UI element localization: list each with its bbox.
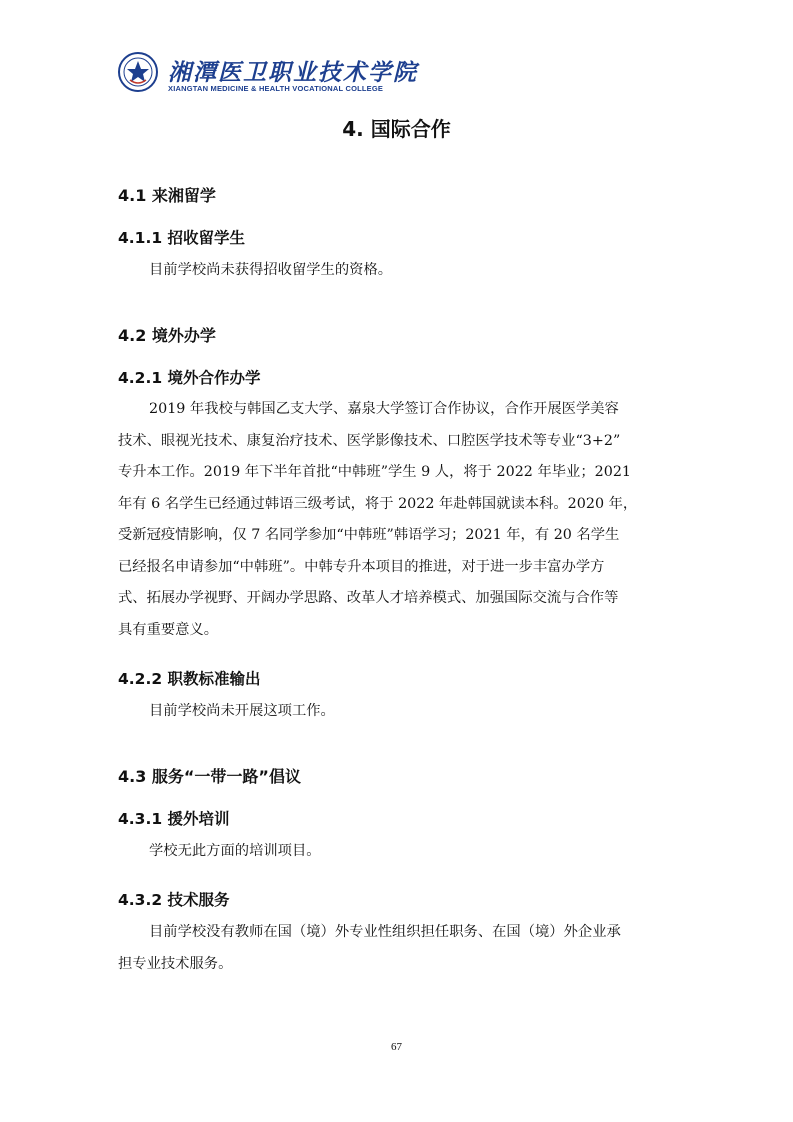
section-4-3-1-heading: 4.3.1 援外培训 bbox=[118, 810, 230, 828]
paragraph-line: 已经报名申请参加“中韩班”。中韩专升本项目的推进，对于进一步丰富办学方 bbox=[118, 558, 605, 575]
section-4-2-1-heading: 4.2.1 境外合作办学 bbox=[118, 369, 261, 387]
paragraph-line: 2019 年我校与韩国乙支大学、嘉泉大学签订合作协议，合作开展医学美容 bbox=[149, 401, 619, 417]
paragraph-line: 担专业技术服务。 bbox=[118, 955, 233, 972]
section-4-2-heading: 4.2 境外办学 bbox=[118, 326, 216, 345]
section-4-2-1-text bbox=[118, 394, 678, 646]
section-4-1-1-text bbox=[118, 255, 678, 287]
paragraph-line: 式、拓展办学视野、开阔办学思路、改革人才培养模式、加强国际交流与合作等 bbox=[118, 590, 619, 606]
page-header bbox=[118, 52, 418, 100]
paragraph-line: 学校无此方面的培训项目。 bbox=[149, 843, 321, 859]
school-name-cn: 湘潭医卫职业技术学院 bbox=[168, 59, 418, 86]
paragraph-line: 受新冠疫情影响，仅 7 名同学参加“中韩班”韩语学习；2021 年，有 20 名学生 bbox=[118, 527, 620, 543]
paragraph-line: 目前学校没有教师在国（境）外专业性组织担任职务、在国（境）外企业承 bbox=[149, 924, 621, 940]
school-name-en: XIANGTAN MEDICINE & HEALTH VOCATIONAL COLLEGE bbox=[168, 84, 384, 93]
section-4-2-2-text bbox=[118, 696, 678, 728]
page-number: 67 bbox=[391, 1041, 402, 1053]
section-4-3-2-text bbox=[118, 917, 678, 980]
paragraph-line: 专升本工作。2019 年下半年首批“中韩班”学生 9 人，将于 2022 年毕业；2021 bbox=[118, 464, 632, 480]
paragraph-line: 年有 6 名学生已经通过韩语三级考试，将于 2022 年赴韩国就读本科。2020 年， bbox=[118, 495, 638, 512]
school-emblem-icon bbox=[118, 52, 158, 92]
chapter-title: 4. 国际合作 bbox=[342, 117, 451, 141]
section-4-1-heading: 4.1 来湘留学 bbox=[118, 186, 216, 205]
paragraph-line: 目前学校尚未获得招收留学生的资格。 bbox=[149, 262, 393, 278]
section-4-2-2-heading: 4.2.2 职教标准输出 bbox=[118, 670, 261, 688]
section-4-3-heading: 4.3 服务“一带一路”倡议 bbox=[118, 767, 301, 786]
paragraph-line: 技术、眼视光技术、康复治疗技术、医学影像技术、口腔医学技术等专业“3+2” bbox=[118, 432, 621, 449]
paragraph-line: 目前学校尚未开展这项工作。 bbox=[149, 703, 335, 719]
section-4-1-1-heading: 4.1.1 招收留学生 bbox=[118, 229, 246, 247]
paragraph-line: 具有重要意义。 bbox=[118, 621, 219, 638]
section-4-3-1-text bbox=[118, 836, 678, 868]
section-4-3-2-heading: 4.3.2 技术服务 bbox=[118, 891, 230, 909]
